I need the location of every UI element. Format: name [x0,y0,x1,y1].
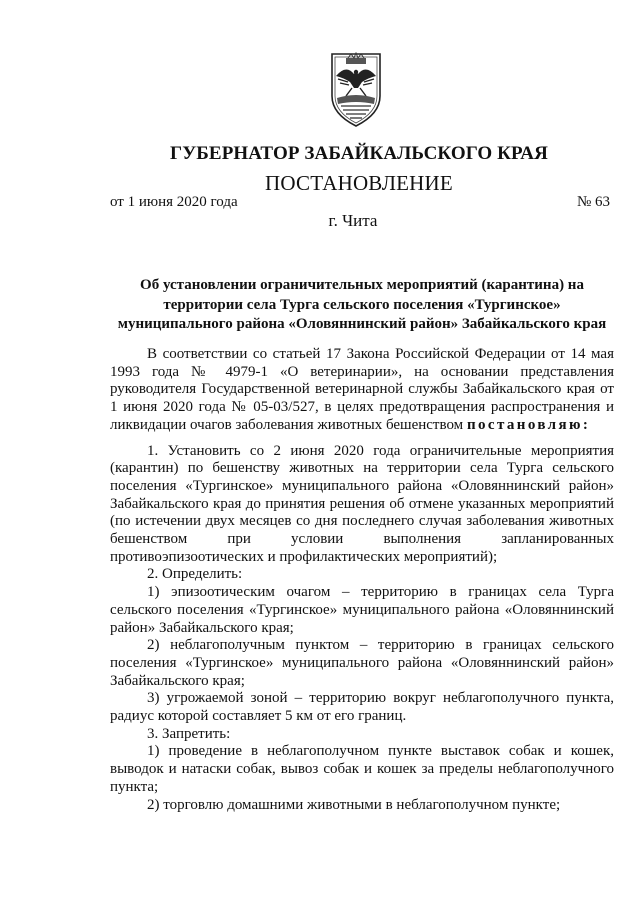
item-2-heading: 2. Определить: [147,566,243,583]
item-2-2-paragraph: 2) неблагополучным пунктом – территорию в границах сельского поселения «Тургинское» муниципального района «Оловяннинский район» Забайкальского края; [110,637,614,689]
document-type-heading: ПОСТАНОВЛЕНИЕ [265,171,453,195]
item-2-3-paragraph: 3) угрожаемой зоной – территорию вокруг неблагополучного пункта, радиус которой составляет 5 км от его границ. [110,690,614,725]
title-line: муниципального района «Оловяннинский район» Забайкальского края [117,316,607,332]
title-line: территории села Турга сельского поселения «Тургинское» [163,296,561,313]
coat-of-arms-icon [328,52,384,128]
item-3-2-paragraph: 2) торговлю домашними животными в неблагополучном пункте; [147,796,561,813]
title-line: Об установлении ограничительных мероприятий (карантина) на [140,277,584,293]
preamble-paragraph [110,346,614,435]
document-number: № 63 [576,194,610,210]
document-city: г. Чита [328,211,378,230]
decree-word: постановляю: [466,416,591,433]
item-3-heading: 3. Запретить: [147,725,231,742]
document-date: от 1 июня 2020 года [110,194,238,210]
authority-heading: ГУБЕРНАТОР ЗАБАЙКАЛЬСКОГО КРАЯ [170,143,548,164]
preamble-text: В соответствии со статьей 17 Закона Российской Федерации от 14 мая 1993 года № 4979-1 «О ветеринарии», на основании представления руководителя Государственной ветеринарной службы Забайкальского края от 1 июня 2020 года № 05-03/527, в целях предотвращения распространения и ликвидации очагов заболевания животных бешенством [110,346,614,433]
item-3-1-paragraph: 1) проведение в неблагополучном пункте выставок собак и кошек, выводок и натаски собак, вывоз собак и кошек за пределы неблагополучного пункта; [110,743,614,795]
item-1-paragraph: 1. Установить со 2 июня 2020 года ограничительные мероприятия (карантин) по бешенству животных на территории села Турга сельского поселения «Тургинское» муниципального района «Оловяннинский район» Забайкальского края до принятия решения об отмене указанных мероприятий (по истечении двух месяцев со дня последнего случая заболевания животных бешенством при условии выполнения запланированных противоэпизоотических и профилактических мероприятий); [110,442,614,565]
document-title [100,276,624,335]
document-body [110,346,614,814]
item-2-1-paragraph: 1) эпизоотическим очагом – территорию в границах села Турга сельского поселения «Тургинское» муниципального района «Оловяннинский район» Забайкальского края; [110,584,614,636]
